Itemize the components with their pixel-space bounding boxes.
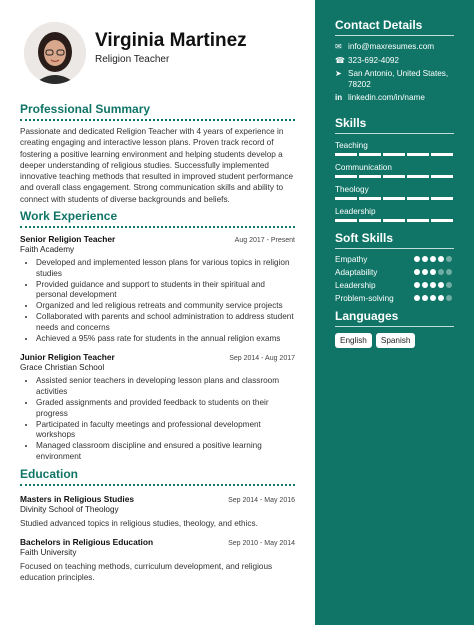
email-text: info@maxresumes.com (348, 42, 435, 51)
contact-location (335, 69, 454, 90)
language-list (335, 333, 454, 348)
skill-name: Theology (335, 184, 369, 194)
rating-dot (438, 269, 444, 275)
school-name: Faith University (20, 547, 77, 557)
job-date: Aug 2017 - Present (234, 237, 295, 245)
job-entry (20, 234, 295, 344)
linkedin-text: linkedin.com/in/name (348, 93, 425, 102)
rating-dot (430, 269, 436, 275)
rating-dot (414, 282, 420, 288)
rating-dot (414, 295, 420, 301)
education-entry (20, 494, 295, 529)
rating-dot (422, 295, 428, 301)
skill-level-bar (335, 197, 454, 200)
education-entry (20, 537, 295, 583)
linkedin-icon: in (335, 93, 343, 102)
candidate-name: Virginia Martinez (95, 30, 247, 51)
degree-name: Masters in Religious Studies (20, 493, 135, 504)
soft-skill-rating (414, 269, 454, 275)
rating-dot (446, 269, 452, 275)
section-divider (20, 484, 295, 486)
languages-heading: Languages (335, 308, 399, 323)
job-bullet: • Organized and led religious retreats and community service projects (36, 301, 295, 312)
rating-dot (414, 256, 420, 262)
location-icon: ➤ (335, 69, 342, 78)
experience-heading: Work Experience (20, 209, 118, 224)
experience-section (20, 209, 295, 463)
job-date: Sep 2014 - Aug 2017 (229, 355, 295, 363)
section-divider (20, 119, 295, 121)
skill-item (335, 207, 454, 222)
rating-dot (438, 282, 444, 288)
skill-level-bar (335, 175, 454, 178)
phone-text: 323-692-4092 (348, 55, 399, 65)
skill-level-bar (335, 153, 454, 156)
education-date: Sep 2014 - May 2016 (228, 496, 295, 504)
job-bullet: • Assisted senior teachers in developing lesson plans and classroom activities (36, 376, 295, 398)
section-divider (335, 133, 454, 134)
profile-photo (24, 22, 86, 84)
rating-dot (422, 269, 428, 275)
education-description: Studied advanced topics in religious studies, theology, and ethics. (20, 518, 258, 528)
rating-dot (422, 256, 428, 262)
summary-heading: Professional Summary (20, 102, 151, 116)
job-organization: Faith Academy (20, 245, 75, 255)
job-bullet: • Participated in faculty meetings and professional development workshops (36, 420, 295, 442)
education-date: Sep 2010 - May 2014 (228, 539, 295, 547)
rating-dot (446, 282, 452, 288)
job-bullets (20, 258, 295, 344)
rating-dot (414, 269, 420, 275)
job-bullet: • Developed and implemented lesson plans for various topics in religion studies (36, 258, 295, 280)
contact-heading: Contact Details (335, 18, 423, 32)
summary-section (20, 102, 295, 205)
phone-icon: ☎ (335, 55, 345, 65)
job-organization: Grace Christian School (20, 363, 105, 373)
soft-skills-heading: Soft Skills (335, 230, 394, 245)
rating-dot (430, 282, 436, 288)
section-divider (335, 35, 454, 36)
soft-skill-rating (414, 256, 454, 262)
job-title: Senior Religion Teacher (20, 234, 116, 245)
section-divider (20, 226, 295, 228)
language-tag: Spanish (376, 333, 416, 348)
job-title: Junior Religion Teacher (20, 352, 115, 363)
job-bullet: • Achieved a 95% pass rate for students in the annual religion exams (36, 334, 295, 345)
skill-item (335, 141, 454, 156)
soft-skill-rating (414, 295, 454, 301)
rating-dot (446, 295, 452, 301)
rating-dot (438, 256, 444, 262)
candidate-title: Religion Teacher (95, 54, 170, 65)
soft-skill-name: Empathy (335, 254, 368, 264)
section-divider (335, 248, 454, 249)
contact-email[interactable] (335, 42, 454, 53)
rating-dot (446, 256, 452, 262)
soft-skills-section (335, 231, 454, 303)
resume-header (20, 0, 295, 98)
job-bullets (20, 376, 295, 462)
skill-item (335, 185, 454, 200)
email-icon: ✉ (335, 42, 342, 51)
soft-skill-name: Leadership (335, 280, 376, 290)
education-section (20, 467, 295, 583)
degree-name: Bachelors in Religious Education (20, 536, 154, 547)
soft-skill-item (335, 268, 454, 277)
job-entry (20, 352, 295, 462)
job-bullet: • Graded assignments and provided feedback to students on their progress (36, 398, 295, 420)
language-tag: English (335, 333, 372, 348)
job-bullet: • Collaborated with parents and school administration to address student needs and concerns (36, 312, 295, 334)
rating-dot (430, 256, 436, 262)
contact-phone[interactable] (335, 56, 454, 67)
skills-heading: Skills (335, 115, 367, 130)
rating-dot (430, 295, 436, 301)
location-text: San Antonio, United States, 78202 (348, 69, 449, 89)
skill-name: Leadership (335, 206, 376, 216)
section-divider (335, 326, 454, 327)
soft-skill-item (335, 255, 454, 264)
job-bullet: • Provided guidance and support to students in their spiritual and personal development (36, 280, 295, 302)
rating-dot (422, 282, 428, 288)
soft-skill-item (335, 294, 454, 303)
school-name: Divinity School of Theology (20, 504, 119, 514)
soft-skill-rating (414, 282, 454, 288)
contact-section (335, 18, 454, 104)
contact-linkedin[interactable] (335, 93, 454, 104)
skill-name: Communication (335, 162, 392, 172)
skill-name: Teaching (335, 140, 368, 150)
sidebar (315, 0, 474, 625)
skill-item (335, 163, 454, 178)
rating-dot (438, 295, 444, 301)
soft-skill-name: Adaptability (335, 267, 378, 277)
education-heading: Education (20, 466, 79, 481)
summary-text: Passionate and dedicated Religion Teacher with 4 years of experience in creating engaging and interactive lesson plans. Proven track record of fostering a positive learning environment and helping students develop a deeper understanding of religious studies. Successfully implemented innovative teaching methods that resulted in improved student performance and overall class engagement. Strong communication skills and ability to connect with students of diverse backgrounds and beliefs. (20, 127, 294, 204)
skill-level-bar (335, 219, 454, 222)
education-description: Focused on teaching methods, curriculum development, and religious education principles. (20, 561, 273, 582)
job-bullet: • Managed classroom discipline and ensured a positive learning environment (36, 441, 295, 463)
skills-section (335, 116, 454, 222)
soft-skill-name: Problem-solving (335, 293, 394, 303)
soft-skill-item (335, 281, 454, 290)
languages-section (335, 309, 454, 348)
